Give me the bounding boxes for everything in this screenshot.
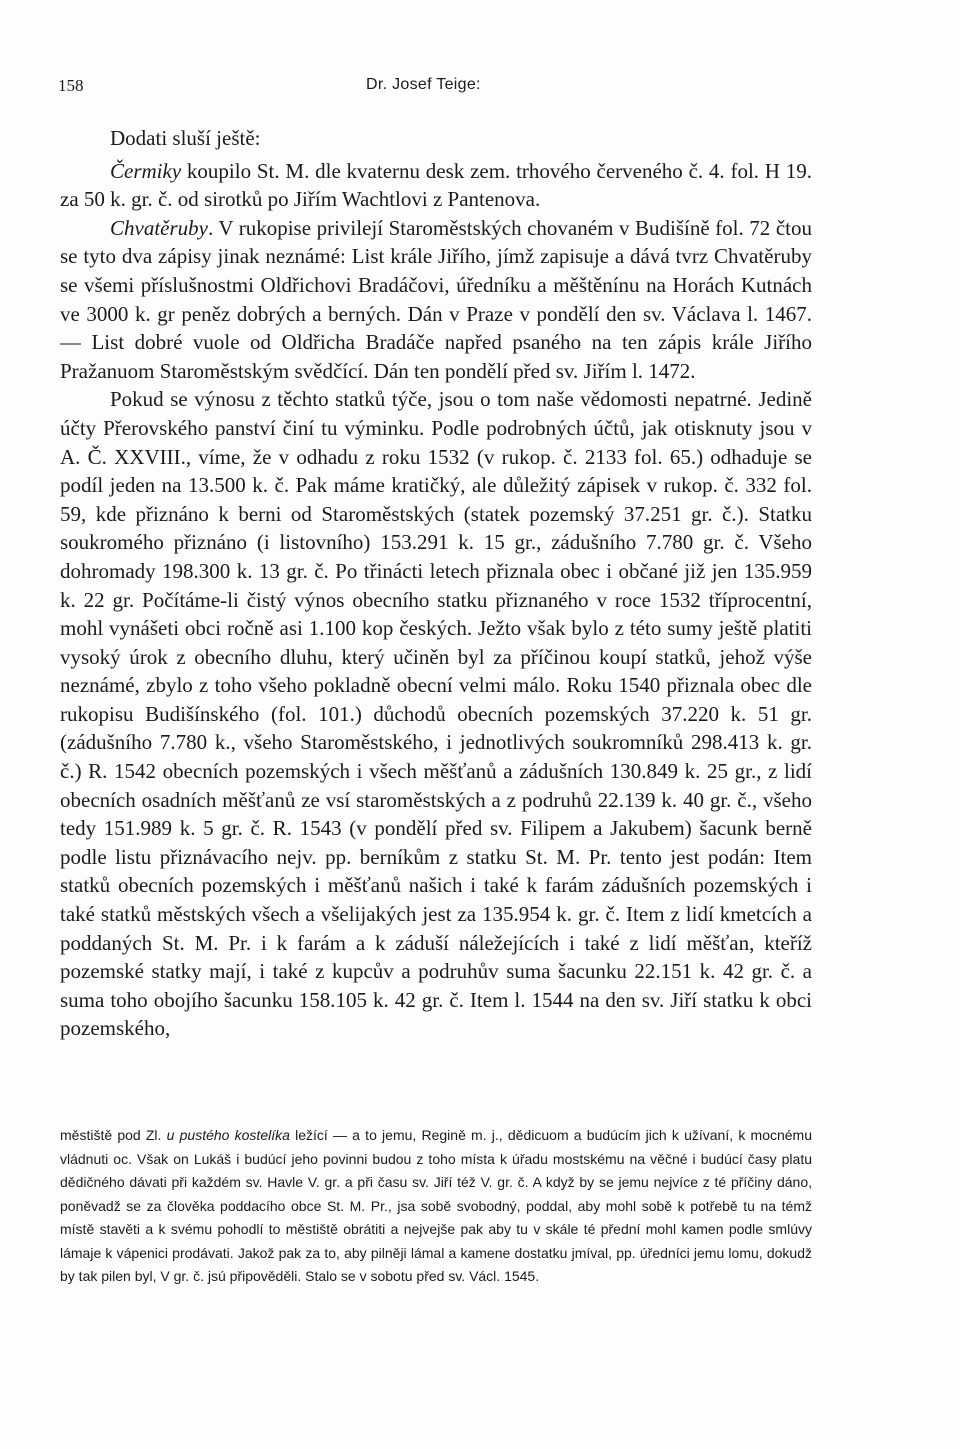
paragraph-cermiky <box>60 157 812 214</box>
footnote-block <box>60 1124 812 1289</box>
page-number: 158 <box>58 76 84 95</box>
main-text <box>60 124 812 1043</box>
footnote-rest: ležící — a to jemu, Regině m. j., dědicuom a budúcím jich k užívaní, k mocnému vládnuti oc. Však on Lukáš i budúcí jeho povinni budou z toho místa k úřadu mostskému na věčné i budúcí časy platu dědičného dávati při každém sv. Havle V. gr. a při času sv. Jiří též V. gr. č. A když by se jemu nejvíce z té příčiny dáno, poněvadž se za člověka poddacího obce St. M. Pr., jsa sobě svobodný, poddal, aby mohl sobě k potřebě tu na témž místě stavěti a k svému pohodlí to městiště obrátiti a nejvejše pak aby tu v skále té přední mohl kamen podle smlúvy lámaje k vápenici prodávati. Jakož pak za to, aby pilněji lámal a kamene dostatku jmíval, pp. úředníci jemu lomu, dokudž by tak pilen byl, V gr. č. jsú připověděli. Stalo se v sobotu před sv. Václ. 1545. <box>60 1127 812 1284</box>
footnote-start: městiště pod Zl. <box>60 1127 167 1143</box>
page-header <box>58 76 818 100</box>
term-chvateruby: Chvatěruby <box>110 215 208 240</box>
footnote-italic: u pustého kostelíka <box>166 1127 290 1143</box>
running-head: Dr. Josef Teige: <box>366 76 481 93</box>
chvateruby-text: . V rukopise privilejí Staroměstských chovaném v Budišíně fol. 72 čtou se tyto dva zápisy jinak neznámé: List krále Jiřího, jímž zapisuje a dává tvrz Chvatěruby se všemi příslušnostmi Oldřichovi Bradáčovi, úředníku a měštěnínu na Horách Kutnách ve 3000 k. gr peněz dobrých a berných. Dán v Praze v pondělí den sv. Václava l. 1467. — List dobré vuole od Oldřicha Bradáče napřed psaného na ten zápis krále Jiřího Pražanuom Staroměstským svědčící. Dán ten pondělí před sv. Jiřím l. 1472. <box>60 215 812 383</box>
paragraph-income: Pokud se výnosu z těchto statků týče, jsou o tom naše vědomosti nepatrné. Jedině účty Přerovského panství činí tu výminku. Podle podrobných účtů, jak otisknuty jsou v A. Č. XXVIII., víme, že v odhadu z roku 1532 (v rukop. č. 2133 fol. 65.) odhaduje se podíl jeden na 13.500 k. č. Pak máme kratičký, ale důležitý zápisek v rukop. č. 332 fol. 59, kde přiznáno k berni od Staroměstských (statek pozemský 37.251 gr. č.). Statku soukromého přiznáno (i listovního) 153.291 k. 15 gr., zádušního 7.780 gr. č. Všeho dohromady 198.300 k. 13 gr. č. Po třinácti letech přiznala obec i občané již jen 135.959 k. 22 gr. Počítáme-li čistý výnos obecního statku přiznaného v roce 1532 tříprocentní, mohl vynášeti obci ročně asi 1.100 kop českých. Ježto však bylo z této sumy ještě platiti vysoký úrok z obecního dluhu, který učiněn byl za příčinou koupí statků, jehož výše neznámé, zbylo z toho všeho pokladně obecní velmi málo. Roku 1540 přiznala obec dle rukopisu Budišínského (fol. 101.) důchodů obecních pozemských 37.220 k. 51 gr. (zádušního 7.780 k., všeho Staroměstského, i jednotlivých soukromníků 298.413 k. gr. č.) R. 1542 obecních pozemských i všech měšťanů a zádušních 130.849 k. 25 gr., z lidí obecních osadních měšťanů ze vsí staroměstských a z podruhů 22.139 k. 40 gr. č., všeho tedy 151.989 k. 5 gr. č. R. 1543 (v pondělí před sv. Filipem a Jakubem) šacunk berně podle listu přiznávacího nejv. pp. berníkům z statku St. M. Pr. tento jest podán: Item statků obecních pozemských i měšťanů našich i také k farám zádušních pozemských i také statků městských všech a všelijakých jest za 135.954 k. gr. č. Item z lidí kmetcích a poddaných St. M. Pr. i k farám a k záduší náležejících i také z lidí měšťan, kteříž pozemské statky mají, i také z kupcův a podruhův suma šacunku 22.151 k. 42 gr. č. a suma toho obojího šacunku 158.105 k. 42 gr. č. Item l. 1544 na den sv. Jiří statku k obci pozemského, <box>60 387 812 1041</box>
footnote <box>60 1124 812 1289</box>
intro-line: Dodati sluší ještě: <box>110 126 261 150</box>
term-cermiky: Čermiky <box>110 158 182 183</box>
cermiky-text: koupilo St. M. dle kvaternu desk zem. trhového červeného č. 4. fol. H 19. za 50 k. gr. č. od sirotků po Jiřím Wachtlovi z Pantenova. <box>60 158 812 212</box>
paragraph-chvateruby <box>60 214 812 386</box>
